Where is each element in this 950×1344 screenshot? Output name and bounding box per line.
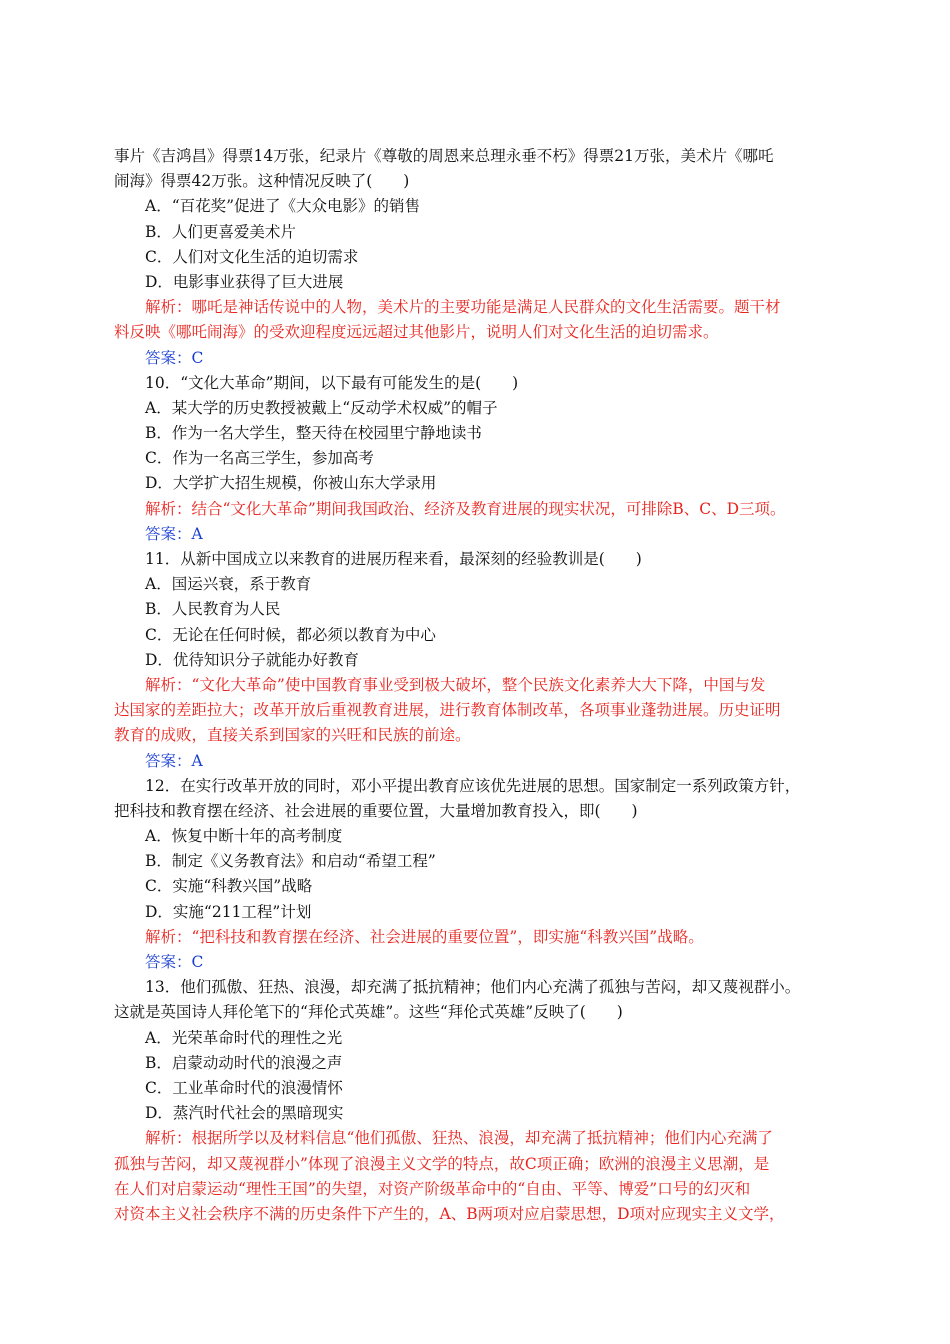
option-c: C．实施“科教兴国”战略 bbox=[145, 877, 313, 896]
option-d: D．电影事业获得了巨大进展 bbox=[145, 272, 344, 291]
question-10 bbox=[114, 371, 854, 497]
analysis-line: 解析：“把科技和教育摆在经济、社会进展的重要位置”，即实施“科教兴国”战略。 bbox=[145, 927, 704, 946]
analysis-line: 对资本主义社会秩序不满的历史条件下产生的，A、B两项对应启蒙思想，D项对应现实主义文学， bbox=[114, 1204, 785, 1223]
analysis-line: 解析：根据所学以及材料信息“他们孤傲、狂热、浪漫，却充满了抵抗精神；他们内心充满了 bbox=[145, 1129, 773, 1148]
analysis-12 bbox=[114, 925, 854, 950]
answer-9: 答案：C bbox=[145, 348, 204, 367]
question-stem-line: 13．他们孤傲、狂热、浪漫，却充满了抵抗精神；他们内心充满了孤独与苦闷，却又蔑视群小。 bbox=[145, 978, 801, 997]
document-page bbox=[114, 144, 854, 1227]
option-c: C．作为一名高三学生，参加高考 bbox=[145, 449, 374, 468]
question-13 bbox=[114, 975, 854, 1126]
option-c: C．无论在任何时候，都必须以教育为中心 bbox=[145, 625, 436, 644]
option-b: B．作为一名大学生，整天待在校园里宁静地读书 bbox=[145, 424, 482, 443]
question-12 bbox=[114, 774, 854, 925]
option-d: D．实施“211工程”计划 bbox=[145, 902, 312, 921]
option-a: A．国运兴衰，系于教育 bbox=[145, 575, 312, 594]
analysis-line: 解析：“文化大革命”使中国教育事业受到极大破坏，整个民族文化素养大大下降，中国与发 bbox=[145, 675, 766, 694]
option-a: A．某大学的历史教授被戴上“反动学术权威”的帽子 bbox=[145, 398, 498, 417]
option-c: C．工业革命时代的浪漫情怀 bbox=[145, 1078, 343, 1097]
option-b: B．人民教育为人民 bbox=[145, 600, 281, 619]
question-stem-line: 事片《吉鸿昌》得票14万张，纪录片《尊敬的周恩来总理永垂不朽》得票21万张，美术片《哪吒 bbox=[114, 147, 774, 165]
analysis-line: 解析：结合“文化大革命”期间我国政治、经济及教育进展的现实状况，可排除B、C、D三项。 bbox=[145, 499, 786, 518]
option-b: B．制定《义务教育法》和启动“希望工程” bbox=[145, 852, 436, 871]
analysis-9 bbox=[114, 295, 854, 345]
question-stem-line: 这就是英国诗人拜伦笔下的“拜伦式英雄”。这些“拜伦式英雄”反映了( ) bbox=[114, 1003, 623, 1022]
analysis-line: 在人们对启蒙运动“理性王国”的失望，对资产阶级革命中的“自由、平等、博爱”口号的幻灭和 bbox=[114, 1179, 751, 1198]
option-d: D．蒸汽时代社会的黑暗现实 bbox=[145, 1104, 344, 1123]
question-stem-line: 闹海》得票42万张。这种情况反映了( ) bbox=[114, 172, 410, 191]
option-c: C．人们对文化生活的迫切需求 bbox=[145, 247, 359, 266]
option-b: B．人们更喜爱美术片 bbox=[145, 222, 296, 241]
analysis-line: 料反映《哪吒闹海》的受欢迎程度远远超过其他影片，说明人们对文化生活的迫切需求。 bbox=[114, 323, 719, 342]
analysis-line: 教育的成败，直接关系到国家的兴旺和民族的前途。 bbox=[114, 726, 471, 745]
answer-12: 答案：C bbox=[145, 953, 204, 971]
option-a: A．恢复中断十年的高考制度 bbox=[145, 827, 343, 846]
analysis-line: 解析：哪吒是神话传说中的人物，美术片的主要功能是满足人民群众的文化生活需要。题干材 bbox=[145, 298, 781, 317]
option-a: A．“百花奖”促进了《大众电影》的销售 bbox=[145, 197, 421, 216]
question-stem-line: 11．从新中国成立以来教育的进展历程来看，最深刻的经验教训是( ) bbox=[145, 550, 642, 568]
analysis-13 bbox=[114, 1126, 854, 1227]
analysis-10 bbox=[114, 497, 854, 522]
option-b: B．启蒙动动时代的浪漫之声 bbox=[145, 1053, 343, 1072]
answer-11: 答案：A bbox=[145, 751, 203, 770]
option-a: A．光荣革命时代的理性之光 bbox=[145, 1028, 343, 1047]
question-stem-line: 12．在实行改革开放的同时，邓小平提出教育应该优先进展的思想。国家制定一系列政策方针， bbox=[145, 776, 801, 795]
question-11 bbox=[114, 547, 854, 673]
option-d: D．大学扩大招生规模，你被山东大学录用 bbox=[145, 474, 437, 493]
analysis-line: 达国家的差距拉大；改革开放后重视教育进展，进行教育体制改革，各项事业蓬勃进展。历史证明 bbox=[114, 701, 781, 720]
question-stem-line: 10．“文化大革命”期间，以下最有可能发生的是( ) bbox=[145, 373, 519, 392]
analysis-line: 孤独与苦闷，却又蔑视群小”体现了浪漫主义文学的特点，故C项正确；欧洲的浪漫主义思潮，是 bbox=[114, 1154, 770, 1173]
option-d: D．优待知识分子就能办好教育 bbox=[145, 650, 359, 669]
question-9 bbox=[114, 144, 854, 295]
answer-10: 答案：A bbox=[145, 524, 203, 543]
analysis-11 bbox=[114, 673, 854, 749]
question-stem-line: 把科技和教育摆在经济、社会进展的重要位置，大量增加教育投入，即( ) bbox=[114, 801, 638, 820]
